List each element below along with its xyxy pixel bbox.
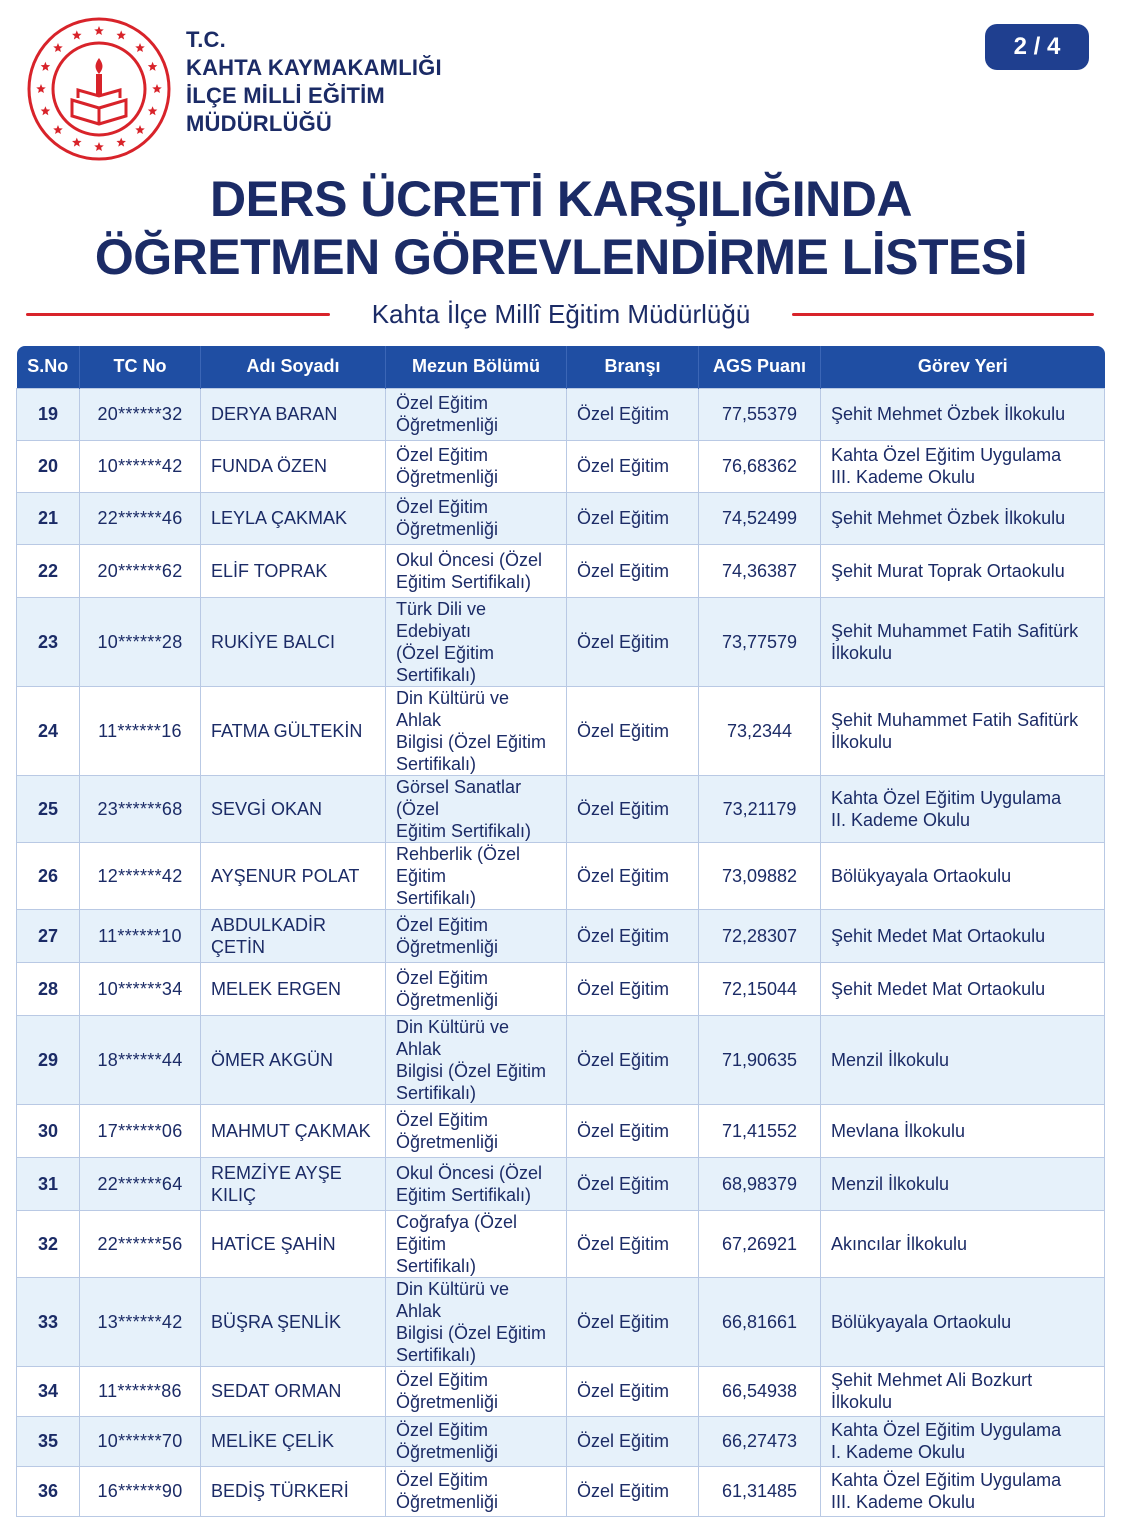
graduation-department-line: Eğitim Sertifikalı) (396, 571, 532, 592)
ags-score: 66,54938 (699, 1366, 821, 1416)
assignment-place-line: Bölükyayala Ortaokulu (831, 1311, 1012, 1332)
graduation-department (386, 544, 567, 597)
org-line: T.C. (186, 27, 226, 52)
assignment-place-line: Kahta Özel Eğitim Uygulama (831, 445, 1062, 465)
full-name: DERYA BARAN (201, 388, 386, 440)
page-title (0, 170, 1122, 286)
subtitle: Kahta İlçe Millî Eğitim Müdürlüğü (371, 299, 751, 329)
ags-score: 76,68362 (699, 440, 821, 492)
assignment-place-line: Şehit Murat Toprak Ortaokulu (831, 560, 1065, 581)
graduation-department-line: Bilgisi (Özel Eğitim (396, 731, 547, 752)
column-header: TC No (80, 346, 201, 388)
tc-number: 18******44 (80, 1015, 201, 1104)
tc-number: 16******90 (80, 1466, 201, 1516)
branch: Özel Eğitim (567, 1104, 699, 1157)
assignment-place (821, 1416, 1105, 1466)
assignment-place (821, 842, 1105, 909)
table-row (17, 962, 1105, 1015)
divider-right (792, 313, 1094, 316)
ags-score: 77,55379 (699, 388, 821, 440)
graduation-department-line: Öğretmenliği (396, 1492, 499, 1512)
ags-score: 72,28307 (699, 909, 821, 962)
full-name: MELİKE ÇELİK (201, 1416, 386, 1466)
assignment-place-line: Bölükyayala Ortaokulu (831, 865, 1012, 886)
graduation-department (386, 1104, 567, 1157)
full-name: AYŞENUR POLAT (201, 842, 386, 909)
tc-number: 11******16 (80, 686, 201, 775)
graduation-department-line: Özel Eğitim (396, 1470, 489, 1490)
graduation-department-line: Eğitim Sertifikalı) (396, 820, 532, 841)
assignment-place (821, 1466, 1105, 1516)
row-number: 32 (17, 1210, 80, 1277)
row-number: 19 (17, 388, 80, 440)
row-number: 35 (17, 1416, 80, 1466)
ags-score: 72,15044 (699, 962, 821, 1015)
title-line-1: DERS ÜCRETİ KARŞILIĞINDA (210, 171, 912, 227)
graduation-department (386, 962, 567, 1015)
assignment-place-line: Kahta Özel Eğitim Uygulama (831, 1470, 1062, 1490)
graduation-department-line: Din Kültürü ve Ahlak (396, 687, 510, 730)
graduation-department-line: Öğretmenliği (396, 1392, 499, 1412)
graduation-department-line: Özel Eğitim (396, 967, 489, 988)
emblem-star-icon (36, 84, 46, 93)
graduation-department (386, 909, 567, 962)
tc-number: 23******68 (80, 775, 201, 842)
organization-name (186, 26, 442, 138)
column-header: Adı Soyadı (201, 346, 386, 388)
page-indicator-badge: 2 / 4 (985, 24, 1089, 70)
row-number: 27 (17, 909, 80, 962)
graduation-department-line: (Özel Eğitim Sertifikalı) (396, 642, 495, 685)
ags-score: 71,90635 (699, 1015, 821, 1104)
graduation-department-line: Öğretmenliği (396, 415, 499, 435)
assignment-place (821, 1366, 1105, 1416)
graduation-department-line: Özel Eğitim (396, 445, 489, 465)
graduation-department (386, 597, 567, 686)
column-header: Mezun Bölümü (386, 346, 567, 388)
tc-number: 13******42 (80, 1277, 201, 1366)
assignment-place (821, 686, 1105, 775)
org-line: KAHTA KAYMAKAMLIĞI (186, 55, 442, 80)
teacher-assignment-table (16, 346, 1105, 1517)
assignment-place-line: Mevlana İlkokulu (831, 1120, 966, 1141)
graduation-department-line: Okul Öncesi (Özel (396, 549, 543, 570)
assignment-place (821, 1104, 1105, 1157)
full-name: ELİF TOPRAK (201, 544, 386, 597)
row-number: 29 (17, 1015, 80, 1104)
assignment-place-line: I. Kademe Okulu (831, 1442, 966, 1462)
table-row (17, 1157, 1105, 1210)
full-name: REMZİYE AYŞE KILIÇ (201, 1157, 386, 1210)
full-name: ÖMER AKGÜN (201, 1015, 386, 1104)
graduation-department-line: Özel Eğitim (396, 914, 489, 935)
graduation-department-line: Din Kültürü ve Ahlak (396, 1278, 510, 1321)
assignment-place (821, 1015, 1105, 1104)
branch: Özel Eğitim (567, 1157, 699, 1210)
table-row (17, 1366, 1105, 1416)
graduation-department-line: Öğretmenliği (396, 1442, 499, 1462)
assignment-place (821, 544, 1105, 597)
row-number: 31 (17, 1157, 80, 1210)
graduation-department (386, 492, 567, 544)
graduation-department-line: Sertifikalı) (396, 1255, 477, 1276)
ags-score: 73,09882 (699, 842, 821, 909)
ags-score: 68,98379 (699, 1157, 821, 1210)
column-header: Görev Yeri (821, 346, 1105, 388)
assignment-place-line: Menzil İlkokulu (831, 1173, 950, 1194)
title-line-2: ÖĞRETMEN GÖREVLENDİRME LİSTESİ (94, 229, 1028, 285)
emblem-star-icon (152, 84, 162, 93)
branch: Özel Eğitim (567, 1416, 699, 1466)
branch: Özel Eğitim (567, 492, 699, 544)
assignment-place-line: Kahta Özel Eğitim Uygulama (831, 787, 1062, 808)
assignment-place (821, 388, 1105, 440)
graduation-department (386, 1466, 567, 1516)
full-name: SEDAT ORMAN (201, 1366, 386, 1416)
table-row (17, 544, 1105, 597)
emblem-star-icon (94, 26, 104, 35)
branch: Özel Eğitim (567, 1277, 699, 1366)
branch: Özel Eğitim (567, 1210, 699, 1277)
assignment-place-line: Şehit Muhammet Fatih Safitürk (831, 709, 1079, 730)
table-row (17, 686, 1105, 775)
emblem-star-icon (41, 106, 51, 115)
branch: Özel Eğitim (567, 909, 699, 962)
ags-score: 74,36387 (699, 544, 821, 597)
assignment-place-line: İlkokulu (831, 642, 893, 663)
tc-number: 11******86 (80, 1366, 201, 1416)
tc-number: 11******10 (80, 909, 201, 962)
org-line: İLÇE MİLLİ EĞİTİM (186, 83, 385, 108)
assignment-place-line: III. Kademe Okulu (831, 467, 976, 487)
graduation-department-line: Sertifikalı) (396, 1344, 477, 1365)
page-header (0, 0, 1122, 170)
assignment-place-line: Kahta Özel Eğitim Uygulama (831, 1420, 1062, 1440)
divider-left (26, 313, 330, 316)
table-row (17, 1277, 1105, 1366)
full-name: FUNDA ÖZEN (201, 440, 386, 492)
branch: Özel Eğitim (567, 775, 699, 842)
table-row (17, 775, 1105, 842)
full-name: HATİCE ŞAHİN (201, 1210, 386, 1277)
graduation-department (386, 775, 567, 842)
ags-score: 74,52499 (699, 492, 821, 544)
subtitle-row (0, 294, 1122, 334)
row-number: 20 (17, 440, 80, 492)
ags-score: 67,26921 (699, 1210, 821, 1277)
branch: Özel Eğitim (567, 962, 699, 1015)
graduation-department-line: Rehberlik (Özel Eğitim (396, 843, 521, 886)
table-row (17, 388, 1105, 440)
graduation-department-line: Okul Öncesi (Özel (396, 1162, 543, 1183)
row-number: 23 (17, 597, 80, 686)
table-row (17, 842, 1105, 909)
branch: Özel Eğitim (567, 842, 699, 909)
branch: Özel Eğitim (567, 388, 699, 440)
graduation-department-line: Öğretmenliği (396, 1131, 499, 1152)
row-number: 26 (17, 842, 80, 909)
tc-number: 17******06 (80, 1104, 201, 1157)
assignment-place (821, 1157, 1105, 1210)
row-number: 22 (17, 544, 80, 597)
graduation-department (386, 1416, 567, 1466)
row-number: 21 (17, 492, 80, 544)
emblem-star-icon (41, 62, 51, 71)
full-name: FATMA GÜLTEKİN (201, 686, 386, 775)
tc-number: 22******56 (80, 1210, 201, 1277)
row-number: 34 (17, 1366, 80, 1416)
graduation-department-line: Türk Dili ve Edebiyatı (396, 598, 487, 641)
assignment-place-line: II. Kademe Okulu (831, 809, 971, 830)
column-header: S.No (17, 346, 80, 388)
assignment-place (821, 440, 1105, 492)
assignment-place-line: III. Kademe Okulu (831, 1492, 976, 1512)
branch: Özel Eğitim (567, 1366, 699, 1416)
graduation-department (386, 1277, 567, 1366)
tc-number: 22******46 (80, 492, 201, 544)
graduation-department-line: Görsel Sanatlar (Özel (396, 776, 522, 819)
ags-score: 73,2344 (699, 686, 821, 775)
ags-score: 66,81661 (699, 1277, 821, 1366)
emblem-star-icon (148, 106, 158, 115)
emblem-star-icon (94, 142, 104, 151)
org-line: MÜDÜRLÜĞÜ (186, 111, 333, 136)
graduation-department (386, 1366, 567, 1416)
emblem-star-icon (72, 30, 82, 39)
full-name: BEDİŞ TÜRKERİ (201, 1466, 386, 1516)
row-number: 30 (17, 1104, 80, 1157)
assignment-place (821, 1277, 1105, 1366)
tc-number: 10******42 (80, 440, 201, 492)
tc-number: 10******34 (80, 962, 201, 1015)
graduation-department-line: Din Kültürü ve Ahlak (396, 1016, 510, 1059)
branch: Özel Eğitim (567, 686, 699, 775)
ags-score: 71,41552 (699, 1104, 821, 1157)
emblem-star-icon (148, 62, 158, 71)
table-row (17, 1416, 1105, 1466)
row-number: 25 (17, 775, 80, 842)
graduation-department-line: Öğretmenliği (396, 936, 499, 957)
emblem-star-icon (53, 43, 63, 52)
full-name: SEVGİ OKAN (201, 775, 386, 842)
table-row (17, 1015, 1105, 1104)
graduation-department-line: Özel Eğitim (396, 1109, 489, 1130)
graduation-department-line: Özel Eğitim (396, 497, 489, 517)
branch: Özel Eğitim (567, 1466, 699, 1516)
full-name: BÜŞRA ŞENLİK (201, 1277, 386, 1366)
table-row (17, 492, 1105, 544)
row-number: 33 (17, 1277, 80, 1366)
assignment-place (821, 492, 1105, 544)
assignment-place (821, 775, 1105, 842)
ags-score: 73,21179 (699, 775, 821, 842)
meb-emblem-icon (26, 16, 172, 162)
graduation-department-line: Öğretmenliği (396, 989, 499, 1010)
full-name: MELEK ERGEN (201, 962, 386, 1015)
graduation-department-line: Bilgisi (Özel Eğitim (396, 1322, 547, 1343)
graduation-department-line: Eğitim Sertifikalı) (396, 1184, 532, 1205)
graduation-department-line: Sertifikalı) (396, 1082, 477, 1103)
graduation-department-line: Özel Eğitim (396, 393, 489, 413)
graduation-department-line: Sertifikalı) (396, 887, 477, 908)
assignment-place-line: Şehit Mehmet Özbek İlkokulu (831, 508, 1066, 528)
branch: Özel Eğitim (567, 597, 699, 686)
assignment-place (821, 909, 1105, 962)
assignment-place-line: Şehit Medet Mat Ortaokulu (831, 978, 1046, 999)
graduation-department (386, 1015, 567, 1104)
assignment-place-line: Şehit Mehmet Ali Bozkurt (831, 1370, 1033, 1390)
tc-number: 10******70 (80, 1416, 201, 1466)
graduation-department-line: Bilgisi (Özel Eğitim (396, 1060, 547, 1081)
full-name: LEYLA ÇAKMAK (201, 492, 386, 544)
assignment-place-line: Şehit Mehmet Özbek İlkokulu (831, 404, 1066, 424)
table-row (17, 597, 1105, 686)
emblem-star-icon (135, 125, 145, 134)
tc-number: 22******64 (80, 1157, 201, 1210)
assignment-place-line: Şehit Medet Mat Ortaokulu (831, 925, 1046, 946)
graduation-department (386, 440, 567, 492)
graduation-department (386, 686, 567, 775)
graduation-department (386, 388, 567, 440)
assignment-place-line: İlkokulu (831, 731, 893, 752)
table-header-row (17, 346, 1105, 388)
full-name: ABDULKADİR ÇETİN (201, 909, 386, 962)
branch: Özel Eğitim (567, 544, 699, 597)
graduation-department-line: Sertifikalı) (396, 753, 477, 774)
tc-number: 20******62 (80, 544, 201, 597)
ags-score: 66,27473 (699, 1416, 821, 1466)
assignment-place-line: İlkokulu (831, 1392, 893, 1412)
graduation-department (386, 1157, 567, 1210)
branch: Özel Eğitim (567, 1015, 699, 1104)
tc-number: 20******32 (80, 388, 201, 440)
row-number: 36 (17, 1466, 80, 1516)
assignment-place-line: Akıncılar İlkokulu (831, 1233, 968, 1254)
tc-number: 10******28 (80, 597, 201, 686)
assignment-place (821, 962, 1105, 1015)
assignment-place (821, 1210, 1105, 1277)
full-name: RUKİYE BALCI (201, 597, 386, 686)
column-header: Branşı (567, 346, 699, 388)
graduation-department-line: Coğrafya (Özel Eğitim (396, 1211, 518, 1254)
emblem-star-icon (116, 138, 126, 147)
graduation-department-line: Özel Eğitim (396, 1370, 489, 1390)
ags-score: 61,31485 (699, 1466, 821, 1516)
column-header: AGS Puanı (699, 346, 821, 388)
table-row (17, 1210, 1105, 1277)
assignment-place-line: Menzil İlkokulu (831, 1049, 950, 1070)
graduation-department (386, 1210, 567, 1277)
branch: Özel Eğitim (567, 440, 699, 492)
ags-score: 73,77579 (699, 597, 821, 686)
tc-number: 12******42 (80, 842, 201, 909)
row-number: 24 (17, 686, 80, 775)
graduation-department-line: Özel Eğitim (396, 1420, 489, 1440)
emblem-star-icon (116, 30, 126, 39)
assignment-place-line: Şehit Muhammet Fatih Safitürk (831, 620, 1079, 641)
emblem-star-icon (72, 138, 82, 147)
full-name: MAHMUT ÇAKMAK (201, 1104, 386, 1157)
graduation-department-line: Öğretmenliği (396, 467, 499, 487)
emblem-star-icon (135, 43, 145, 52)
graduation-department-line: Öğretmenliği (396, 519, 499, 539)
graduation-department (386, 842, 567, 909)
table-row (17, 1466, 1105, 1516)
row-number: 28 (17, 962, 80, 1015)
table-row (17, 1104, 1105, 1157)
table-row (17, 909, 1105, 962)
table-row (17, 440, 1105, 492)
assignment-place (821, 597, 1105, 686)
emblem-star-icon (53, 125, 63, 134)
